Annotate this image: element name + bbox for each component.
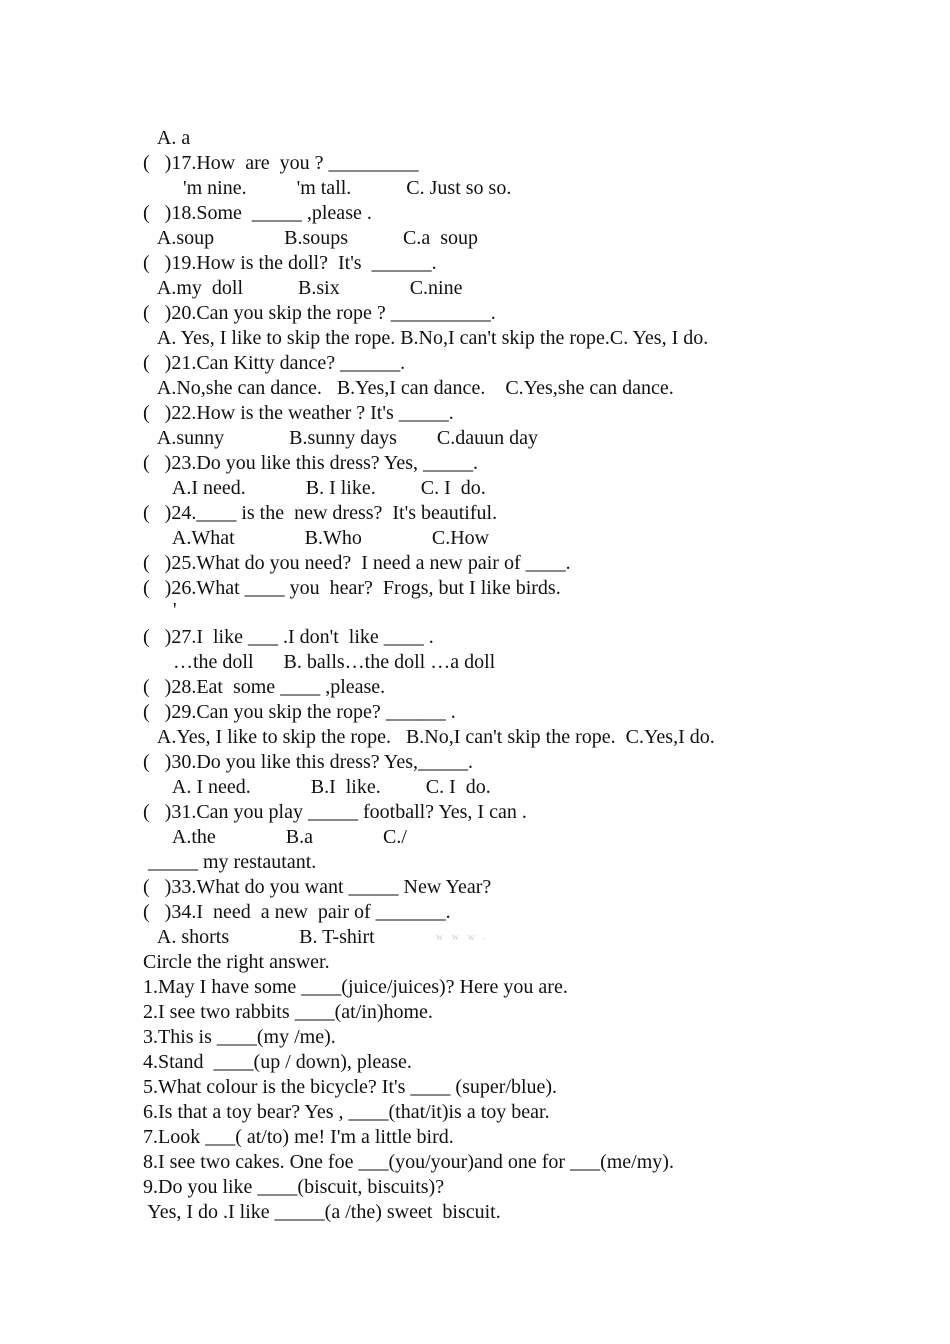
question-line: ( )17.How are you ? _________: [143, 152, 419, 174]
question-line: ( )31.Can you play _____ football? Yes, I can .: [143, 801, 527, 823]
answer-options: A.sunny B.sunny days C.dauun day: [143, 427, 538, 449]
question-line: ( )24.____ is the new dress? It's beautiful.: [143, 502, 498, 524]
question-line: ( )29.Can you skip the rope? ______ .: [143, 701, 456, 723]
question-line: ( )23.Do you like this dress? Yes, _____.: [143, 452, 478, 474]
answer-options: A.I need. B. I like. C. I do.: [143, 477, 486, 499]
question-line: ( )34.I need a new pair of _______.: [143, 901, 451, 923]
exercise-item: 5.What colour is the bicycle? It's ____ (super/blue).: [143, 1076, 558, 1098]
stray-mark: ': [143, 599, 177, 621]
question-line: ( )22.How is the weather ? It's _____.: [143, 402, 454, 424]
question-line: A. a: [143, 127, 191, 149]
question-line: ( )33.What do you want _____ New Year?: [143, 876, 492, 898]
answer-options: A. I need. B.I like. C. I do.: [143, 776, 491, 798]
question-line: ( )18.Some _____ ,please .: [143, 202, 372, 224]
question-line: ( )21.Can Kitty dance? ______.: [143, 352, 406, 374]
exercise-item: 3.This is ____(my /me).: [143, 1026, 336, 1048]
exercise-item: 9.Do you like ____(biscuit, biscuits)?: [143, 1176, 445, 1198]
exercise-item: 4.Stand ____(up / down), please.: [143, 1051, 412, 1073]
answer-options: …the doll B. balls…the doll …a doll: [143, 651, 496, 673]
question-line: ( )28.Eat some ____ ,please.: [143, 676, 386, 698]
section-heading: Circle the right answer.: [143, 951, 330, 973]
exercise-item: 1.May I have some ____(juice/juices)? Here you are.: [143, 976, 568, 998]
answer-options: A.my doll B.six C.nine: [143, 277, 463, 299]
answer-options: 'm nine. 'm tall. C. Just so so.: [143, 177, 512, 199]
answer-options: A.No,she can dance. B.Yes,I can dance. C.Yes,she can dance.: [143, 377, 674, 399]
question-line: ( )25.What do you need? I need a new pair of ____.: [143, 552, 571, 574]
exercise-item: 8.I see two cakes. One foe ___(you/your)and one for ___(me/my).: [143, 1151, 674, 1173]
exercise-item: 7.Look ___( at/to) me! I'm a little bird.: [143, 1126, 454, 1148]
question-line: ( )30.Do you like this dress? Yes,_____.: [143, 751, 473, 773]
answer-options: A.Yes, I like to skip the rope. B.No,I can't skip the rope. C.Yes,I do.: [143, 726, 715, 748]
answer-options: A. shorts B. T-shirt: [143, 926, 375, 948]
exercise-item: 6.Is that a toy bear? Yes , ____(that/it)is a toy bear.: [143, 1101, 550, 1123]
answer-options: A.the B.a C./: [143, 826, 407, 848]
question-line: ( )20.Can you skip the rope ? __________.: [143, 302, 496, 324]
answer-options: A.soup B.soups C.a soup: [143, 227, 479, 249]
question-line: ( )27.I like ___ .I don't like ____ .: [143, 626, 434, 648]
exercise-item: 2.I see two rabbits ____(at/in)home.: [143, 1001, 433, 1023]
question-line: ( )19.How is the doll? It's ______.: [143, 252, 437, 274]
question-line: ( )26.What ____ you hear? Frogs, but I like birds.: [143, 577, 561, 599]
answer-options: A. Yes, I like to skip the rope. B.No,I can't skip the rope.C. Yes, I do.: [143, 327, 709, 349]
question-line: _____ my restautant.: [143, 851, 317, 873]
exercise-item: Yes, I do .I like _____(a /the) sweet biscuit.: [143, 1201, 501, 1223]
answer-options: A.What B.Who C.How: [143, 527, 490, 549]
watermark: w w w .: [436, 932, 489, 943]
